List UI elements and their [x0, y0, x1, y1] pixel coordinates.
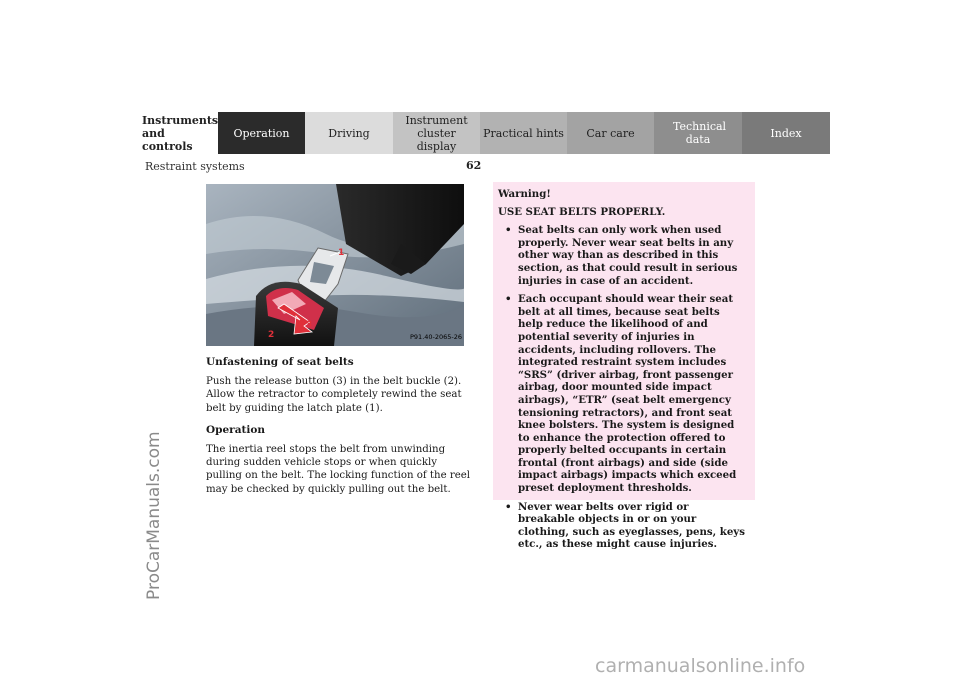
- chapter-tabs: [130, 112, 830, 154]
- figure-code: P91.40-2065-26: [410, 333, 463, 341]
- operation-text: The inertia reel stops the belt from unwinding during sudden vehicle stops or when quickly pulling on the belt. The locking function of the reel may be checked by quickly pulling out the belt.: [206, 444, 471, 495]
- tab-index[interactable]: Index: [742, 112, 830, 154]
- callout-3: 3: [306, 320, 313, 330]
- warning-item: • Never wear belts over rigid or breakable objects in or on your clothing, such as eyeglasses, pens, keys etc., as these might cause injuries.: [505, 500, 745, 551]
- tab-technical-data[interactable]: Technical data: [654, 112, 742, 154]
- tab-practical-hints[interactable]: Practical hints: [480, 112, 567, 154]
- bullet-icon: •: [505, 224, 512, 237]
- unfastening-heading: Unfastening of seat belts: [206, 356, 354, 368]
- page-number: 62: [466, 159, 482, 172]
- section-title: Restraint systems: [145, 160, 245, 173]
- warning-title: Warning!: [498, 188, 551, 200]
- warning-heading: USE SEAT BELTS PROPERLY.: [498, 205, 666, 218]
- buckle-drawing: [206, 184, 464, 346]
- tab-instruments-and-controls[interactable]: Instruments and controls: [130, 112, 218, 154]
- tab-instrument-cluster-display[interactable]: Instrument cluster display: [393, 112, 480, 154]
- bullet-icon: •: [505, 293, 512, 306]
- watermark-left: ProCarManuals.com: [144, 431, 164, 600]
- bullet-icon: •: [505, 500, 512, 513]
- warning-list: [498, 224, 747, 551]
- unfastening-text: Push the release button (3) in the belt buckle (2). Allow the retractor to completely rewind the seat belt by guiding the latch plate (1).: [206, 376, 462, 414]
- main-content: [206, 356, 471, 505]
- warning-item: • Each occupant should wear their seat belt at all times, because seat belts help reduce the likelihood of and potential severity of injuries in accidents, including rollovers. The integrated restraint system includes “SRS” (driver airbag, front passenger airbag, door mounted side impact airbags), “ETR” (seat belt emergency tensioning retractors), and front seat knee bolsters. The system is designed to enhance the protection offered to properly belted occupants in certain frontal (front airbags) and side (side impact airbags) impacts which exceed preset deployment thresholds.: [505, 293, 737, 495]
- warning-item: • Seat belts can only work when used properly. Never wear seat belts in any other way than as described in this section, as that could result in serious injuries in case of an accident.: [505, 224, 738, 287]
- callout-1: 1: [338, 248, 345, 258]
- warning-box: [493, 182, 755, 551]
- tab-car-care[interactable]: Car care: [567, 112, 654, 154]
- seat-belt-buckle-illustration: [206, 184, 464, 346]
- tab-operation[interactable]: Operation: [218, 112, 305, 154]
- callout-2: 2: [268, 330, 275, 340]
- tab-driving[interactable]: Driving: [305, 112, 393, 154]
- operation-heading: Operation: [206, 423, 265, 436]
- watermark-bottom: carmanualsonline.info: [595, 655, 806, 677]
